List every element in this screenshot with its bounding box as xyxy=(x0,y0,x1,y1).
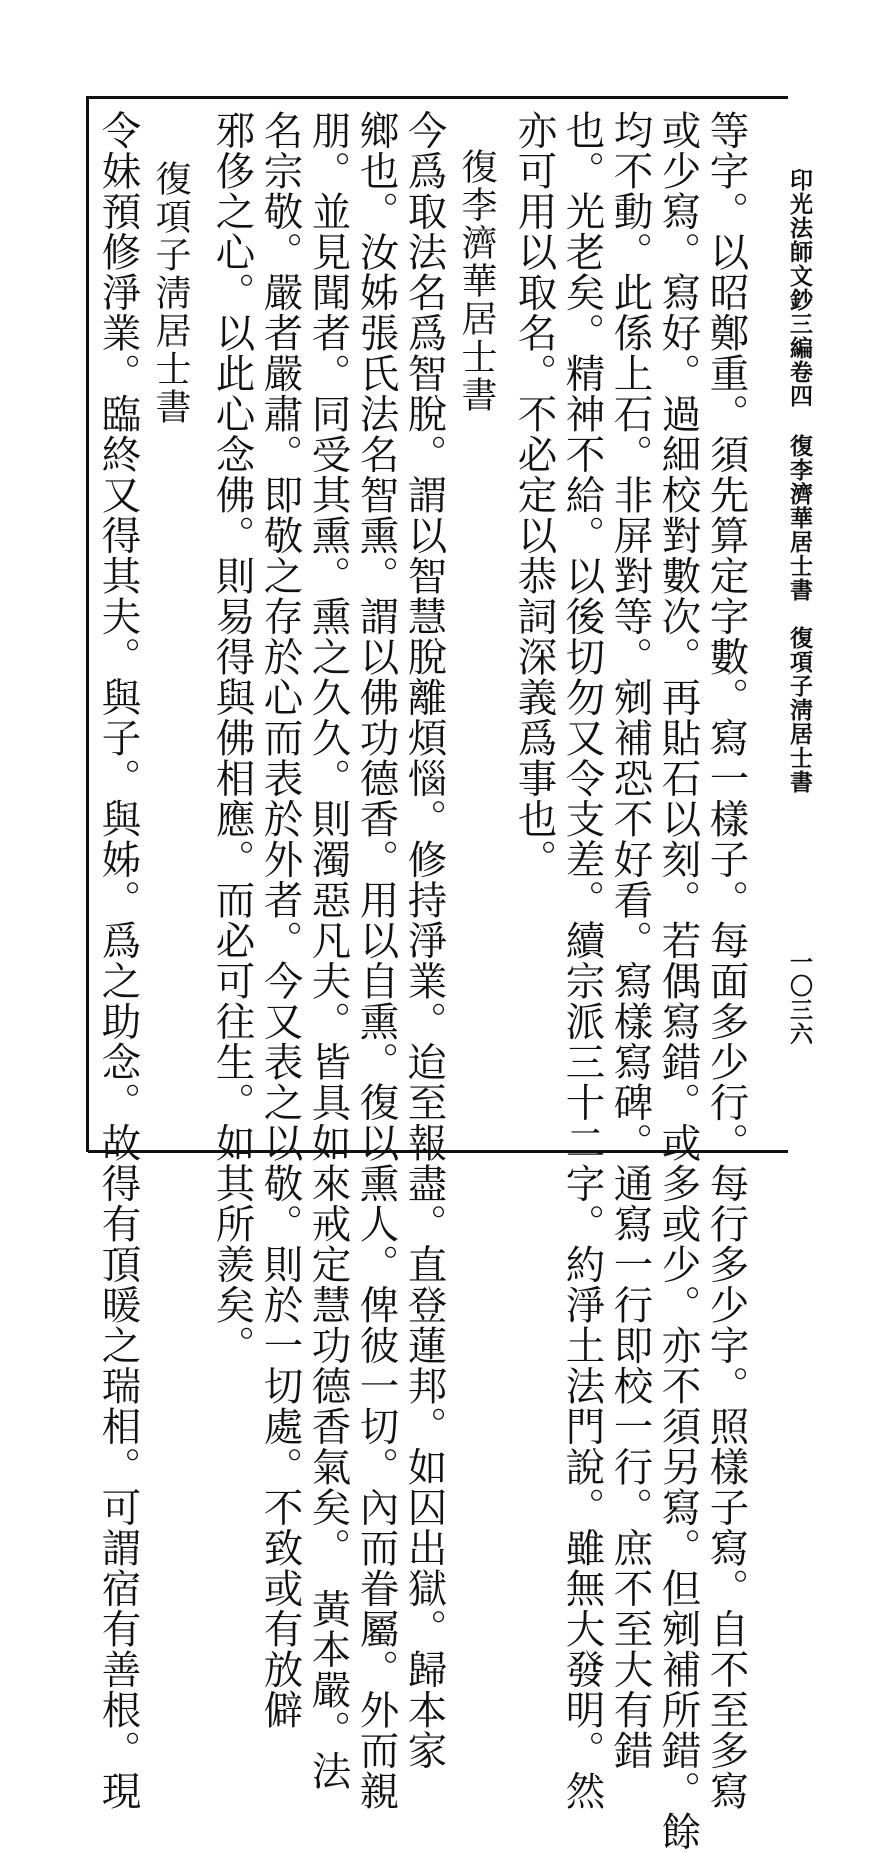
section-title: 復李濟華居士書 復項子淸居士書 xyxy=(786,434,813,794)
text-column: 或少寫。寫好。過細校對數次。再貼石以刻。若偶寫錯。或多或少。亦不須另寫。但剜補所錯。餘 xyxy=(655,110,702,1852)
text-column: 朋。並見聞者。同受其熏。熏之久久。則濁惡凡夫。皆具如來戒定慧功德香氣矣。 黃本嚴。法 xyxy=(305,110,352,1792)
text-column: 亦可用以取名。不必定以恭詞深義爲事也。 xyxy=(511,110,558,880)
text-column: 今爲取法名爲智脫。謂以智慧脫離煩惱。修持淨業。迨至報盡。直登蓮邦。如囚出獄。歸本家 xyxy=(401,110,448,1771)
letter-heading: 復項子淸居士書 xyxy=(150,160,191,426)
text-column: 鄉也。汝姊張氏法名智熏。謂以佛功德香。用以自熏。復以熏人。俾彼一切。內而眷屬。外而親 xyxy=(353,110,400,1811)
page-number: 一〇三六 xyxy=(786,950,813,1046)
letter-heading: 復李濟華居士書 xyxy=(456,148,497,414)
text-column: 名宗敬。嚴者嚴肅。即敬之存於心而表於外者。今又表之以敬。則於一切處。不致或有放僻 xyxy=(257,110,304,1730)
frame-top-rule xyxy=(88,96,788,99)
book-title: 印光法師文鈔三編卷四 xyxy=(786,168,813,408)
text-column: 均不動。此係上石。非屏對等。剜補恐不好看。寫樣寫碑。通寫一行即校一行。庶不至大有錯 xyxy=(607,110,654,1771)
text-column: 也。光老矣。精神不給。以後切勿又令支差。續宗派三十二字。約淨土法門說。雖無大發明。然 xyxy=(559,110,606,1811)
text-column: 令妹預修淨業。臨終又得其夫。與子。與姊。爲之助念。故得有頂暖之瑞相。可謂宿有善根。現 xyxy=(95,110,142,1811)
text-column: 邪侈之心。以此心念佛。則易得與佛相應。而必可往生。如其所羨矣。 xyxy=(209,110,256,1366)
frame-left-rule xyxy=(86,96,89,1152)
text-column: 等字。以昭鄭重。須先算定字數。寫一樣子。每面多少行。每行多少字。照樣子寫。自不至多寫 xyxy=(703,110,750,1811)
